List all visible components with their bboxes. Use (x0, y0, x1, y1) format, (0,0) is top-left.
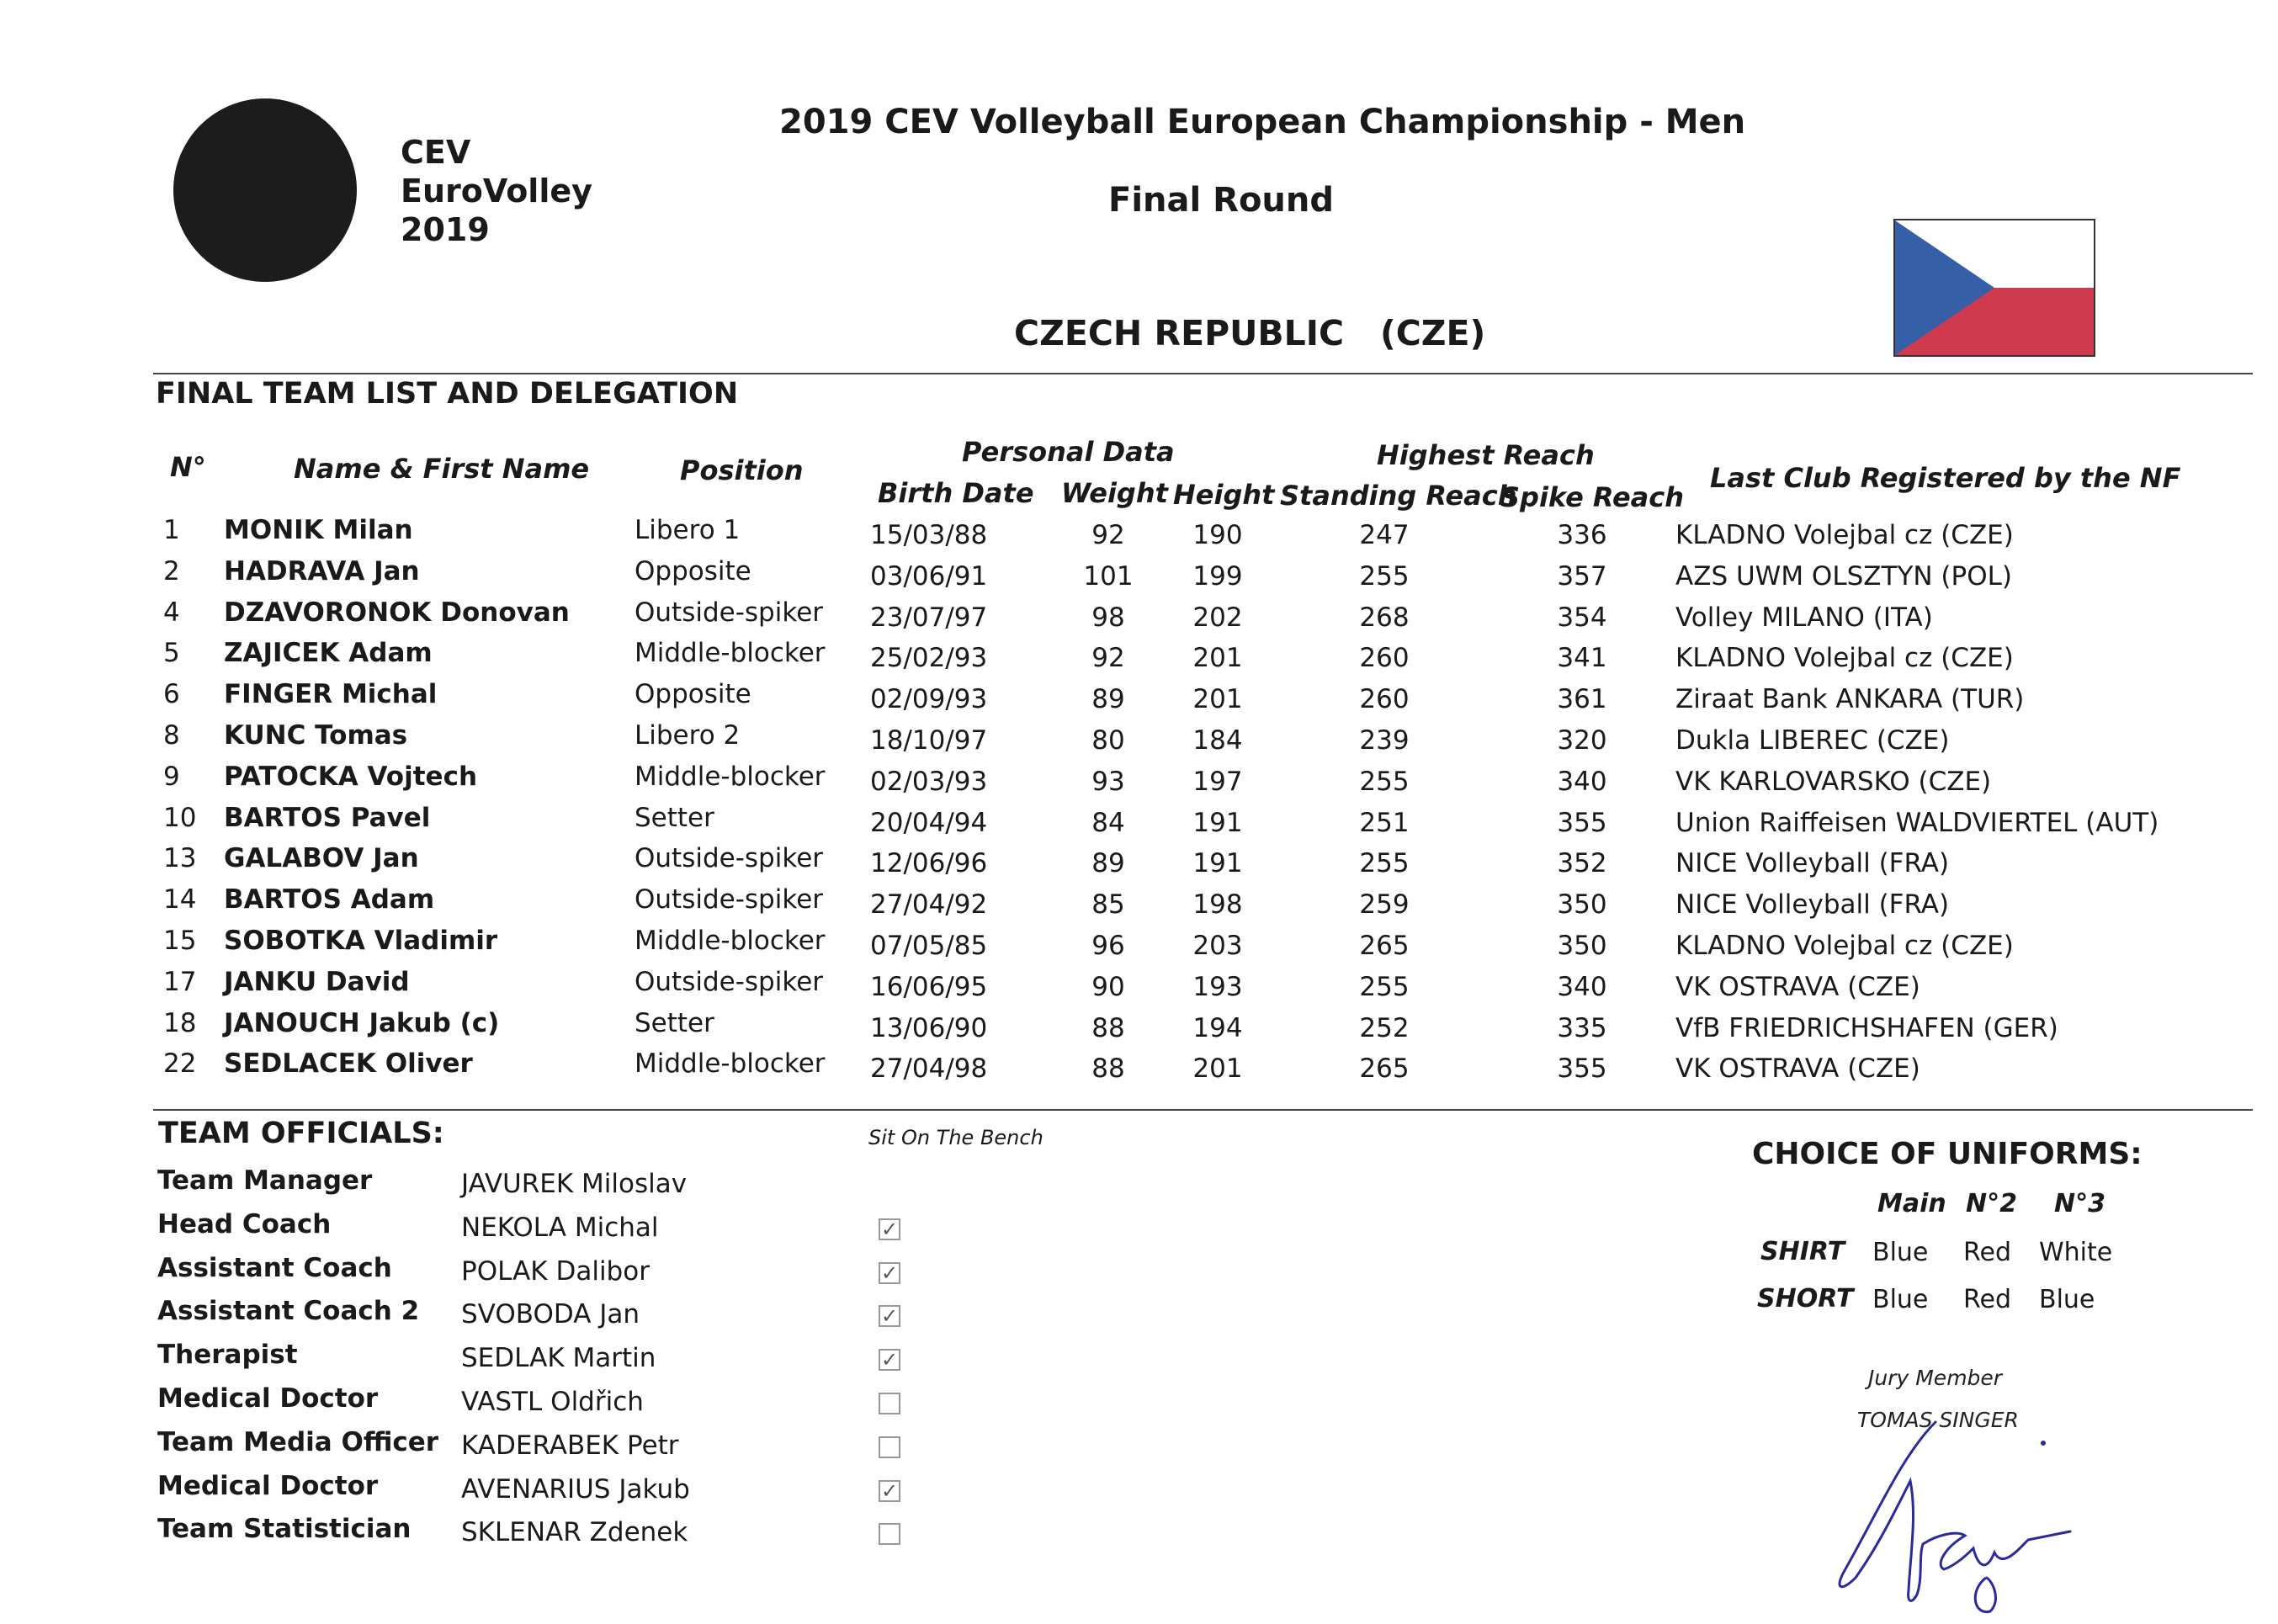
player-position: Libero 1 (635, 515, 741, 545)
official-name: SEDLAK Martin (461, 1343, 656, 1374)
player-birth-date: 12/06/96 (870, 848, 988, 879)
player-club: KLADNO Volejbal cz (CZE) (1675, 931, 2014, 961)
uniform-shirt-3: White (2039, 1238, 2113, 1267)
bench-checkbox[interactable] (879, 1523, 900, 1545)
col-header-no: N° (170, 451, 206, 483)
player-birth-date: 07/05/85 (870, 931, 988, 961)
uniform-shirt-main: Blue (1872, 1238, 1929, 1267)
uniform-short-2: Red (1963, 1285, 2011, 1314)
table-divider (153, 1109, 2253, 1111)
player-club: Dukla LIBEREC (CZE) (1675, 725, 1950, 756)
player-weight: 101 (1083, 560, 1134, 592)
player-name: BARTOS Pavel (224, 802, 431, 833)
official-role: Team Media Officer (157, 1426, 439, 1457)
player-height: 194 (1192, 1012, 1243, 1043)
player-weight: 85 (1091, 889, 1125, 921)
player-birth-date: 02/09/93 (870, 684, 988, 715)
player-name: MONIK Milan (224, 515, 413, 545)
player-number: 2 (163, 555, 180, 586)
player-spike-reach: 335 (1557, 1012, 1607, 1043)
player-name: GALABOV Jan (224, 843, 419, 874)
player-birth-date: 27/04/98 (870, 1053, 988, 1085)
player-height: 203 (1192, 931, 1243, 961)
player-standing-reach: 260 (1359, 684, 1410, 715)
player-spike-reach: 357 (1557, 560, 1607, 592)
player-position: Outside-spiker (635, 597, 824, 628)
official-role: Medical Doctor (157, 1470, 379, 1501)
player-number: 14 (163, 884, 197, 915)
player-birth-date: 25/02/93 (870, 643, 988, 674)
logo-line-1: CEV (401, 134, 471, 171)
player-weight: 80 (1091, 725, 1125, 756)
player-standing-reach: 265 (1359, 1053, 1410, 1085)
player-spike-reach: 361 (1557, 684, 1607, 715)
official-name: SVOBODA Jan (461, 1299, 640, 1330)
uniform-short-label: SHORT (1757, 1284, 1854, 1314)
player-number: 5 (163, 638, 180, 669)
player-club: VK KARLOVARSKO (CZE) (1675, 766, 1992, 797)
player-position: Middle-blocker (635, 926, 826, 956)
player-weight: 92 (1091, 520, 1125, 550)
col-header-standing-reach: Standing Reach (1280, 480, 1517, 512)
player-weight: 92 (1091, 643, 1125, 674)
player-number: 18 (163, 1007, 197, 1038)
official-name: JAVUREK Miloslav (461, 1169, 688, 1199)
document-title: 2019 CEV Volleyball European Championship - Men (779, 103, 1746, 141)
player-spike-reach: 350 (1557, 889, 1607, 921)
col-header-height: Height (1173, 479, 1275, 511)
official-name: VASTL Oldřich (461, 1387, 644, 1417)
uniform-shirt-label: SHIRT (1760, 1237, 1845, 1266)
bench-checkbox[interactable] (879, 1393, 900, 1414)
bench-checkbox[interactable]: ✓ (879, 1218, 900, 1240)
player-height: 197 (1192, 766, 1243, 797)
player-weight: 96 (1091, 931, 1125, 961)
player-number: 10 (163, 802, 197, 833)
player-number: 1 (163, 515, 180, 545)
player-position: Opposite (635, 555, 751, 586)
uniform-col-main: Main (1877, 1189, 1946, 1218)
player-position: Outside-spiker (635, 966, 824, 997)
player-position: Middle-blocker (635, 761, 826, 792)
player-standing-reach: 239 (1359, 725, 1410, 756)
player-standing-reach: 265 (1359, 931, 1410, 961)
player-name: SOBOTKA Vladimir (224, 926, 498, 956)
player-number: 9 (163, 761, 180, 792)
bench-label: Sit On The Bench (868, 1126, 1043, 1149)
player-position: Setter (635, 802, 714, 833)
player-number: 15 (163, 926, 197, 956)
logo-line-2: EuroVolley (401, 172, 592, 210)
player-club: NICE Volleyball (FRA) (1675, 848, 1950, 879)
player-weight: 89 (1091, 848, 1125, 879)
player-name: JANKU David (224, 966, 410, 997)
player-height: 201 (1192, 1053, 1243, 1085)
player-position: Outside-spiker (635, 843, 824, 874)
player-spike-reach: 355 (1557, 807, 1607, 838)
player-birth-date: 27/04/92 (870, 889, 988, 921)
bench-checkbox[interactable]: ✓ (879, 1305, 900, 1327)
player-spike-reach: 354 (1557, 602, 1607, 633)
player-name: HADRAVA Jan (224, 555, 420, 586)
official-name: AVENARIUS Jakub (461, 1473, 690, 1505)
player-standing-reach: 255 (1359, 848, 1410, 879)
player-number: 8 (163, 720, 180, 751)
player-position: Opposite (635, 679, 751, 710)
official-role: Assistant Coach 2 (157, 1296, 420, 1327)
player-birth-date: 15/03/88 (870, 520, 988, 550)
player-birth-date: 18/10/97 (870, 725, 988, 756)
player-height: 191 (1192, 848, 1243, 879)
player-birth-date: 13/06/90 (870, 1012, 988, 1043)
player-standing-reach: 260 (1359, 643, 1410, 674)
player-height: 198 (1192, 889, 1243, 921)
official-role: Team Statistician (157, 1514, 412, 1545)
player-standing-reach: 259 (1359, 889, 1410, 921)
official-role: Team Manager (157, 1165, 373, 1196)
col-header-personal-data: Personal Data (962, 436, 1175, 468)
col-header-highest-reach: Highest Reach (1377, 439, 1595, 471)
player-name: BARTOS Adam (224, 884, 435, 915)
official-name: NEKOLA Michal (461, 1212, 659, 1243)
player-height: 190 (1192, 520, 1243, 550)
player-name: JANOUCH Jakub (c) (224, 1007, 500, 1038)
jury-signature-icon (1818, 1388, 2087, 1624)
player-name: FINGER Michal (224, 679, 438, 710)
player-number: 17 (163, 966, 197, 997)
official-name: SKLENAR Zdenek (461, 1517, 688, 1548)
player-weight: 98 (1091, 602, 1125, 633)
player-weight: 88 (1091, 1053, 1125, 1085)
document-subtitle: Final Round (1108, 181, 1335, 220)
player-club: Union Raiffeisen WALDVIERTEL (AUT) (1675, 807, 2159, 838)
player-spike-reach: 350 (1557, 931, 1607, 961)
player-spike-reach: 355 (1557, 1053, 1607, 1085)
player-birth-date: 20/04/94 (870, 807, 988, 838)
player-position: Libero 2 (635, 720, 741, 751)
player-spike-reach: 320 (1557, 725, 1607, 756)
player-number: 6 (163, 679, 180, 710)
col-header-weight: Weight (1061, 477, 1168, 509)
player-weight: 90 (1091, 971, 1125, 1002)
player-club: VK OSTRAVA (CZE) (1675, 971, 1920, 1002)
official-name: POLAK Dalibor (461, 1255, 650, 1287)
player-club: Ziraat Bank ANKARA (TUR) (1675, 684, 2025, 715)
player-position: Middle-blocker (635, 638, 826, 669)
official-role: Head Coach (157, 1208, 332, 1239)
official-role: Assistant Coach (157, 1252, 392, 1283)
player-height: 201 (1192, 643, 1243, 674)
bench-checkbox[interactable]: ✓ (879, 1349, 900, 1371)
section-title: FINAL TEAM LIST AND DELEGATION (156, 377, 739, 411)
player-height: 191 (1192, 807, 1243, 838)
player-position: Outside-spiker (635, 884, 824, 915)
official-name: KADERABEK Petr (461, 1430, 679, 1461)
player-standing-reach: 252 (1359, 1012, 1410, 1043)
player-standing-reach: 255 (1359, 971, 1410, 1002)
player-name: PATOCKA Vojtech (224, 761, 478, 792)
official-role: Medical Doctor (157, 1383, 379, 1414)
team-name: CZECH REPUBLIC (CZE) (1014, 313, 1486, 353)
player-number: 13 (163, 843, 197, 874)
player-number: 22 (163, 1048, 197, 1080)
player-height: 202 (1192, 602, 1243, 633)
event-logo-text (401, 133, 592, 249)
player-name: DZAVORONOK Donovan (224, 597, 570, 628)
player-spike-reach: 341 (1557, 643, 1607, 674)
logo-mark (173, 98, 357, 282)
player-standing-reach: 247 (1359, 520, 1410, 550)
col-header-position: Position (680, 454, 804, 486)
bench-checkbox[interactable]: ✓ (879, 1262, 900, 1284)
player-spike-reach: 352 (1557, 848, 1607, 879)
player-birth-date: 02/03/93 (870, 766, 988, 797)
player-weight: 93 (1091, 766, 1125, 797)
player-birth-date: 16/06/95 (870, 971, 988, 1002)
player-height: 184 (1192, 725, 1243, 756)
col-header-birth-date: Birth Date (878, 477, 1034, 509)
bench-checkbox[interactable] (879, 1436, 900, 1458)
official-role: Therapist (157, 1340, 298, 1371)
player-name: SEDLACEK Oliver (224, 1048, 473, 1080)
player-club: KLADNO Volejbal cz (CZE) (1675, 643, 2014, 674)
uniform-short-main: Blue (1872, 1285, 1929, 1314)
player-spike-reach: 340 (1557, 971, 1607, 1002)
logo-line-3: 2019 (401, 211, 490, 248)
player-club: Volley MILANO (ITA) (1675, 602, 1933, 633)
uniform-col-2: N°2 (1966, 1189, 2017, 1218)
jury-member-name: TOMAS SINGER (1857, 1408, 2019, 1432)
col-header-name: Name & First Name (294, 453, 590, 485)
player-club: VfB FRIEDRICHSHAFEN (GER) (1675, 1012, 2058, 1043)
player-weight: 88 (1091, 1012, 1125, 1043)
officials-title: TEAM OFFICIALS: (158, 1117, 444, 1150)
player-position: Setter (635, 1007, 714, 1038)
player-height: 199 (1192, 560, 1243, 592)
player-name: KUNC Tomas (224, 720, 408, 751)
player-weight: 84 (1091, 807, 1125, 838)
player-weight: 89 (1091, 684, 1125, 715)
player-birth-date: 03/06/91 (870, 560, 988, 592)
uniform-shirt-2: Red (1963, 1238, 2011, 1267)
player-position: Middle-blocker (635, 1048, 826, 1080)
jury-member-label: Jury Member (1868, 1366, 2003, 1390)
col-header-club: Last Club Registered by the NF (1710, 462, 2181, 494)
col-header-spike-reach: Spike Reach (1500, 481, 1684, 513)
header-divider (153, 373, 2253, 374)
uniforms-title: CHOICE OF UNIFORMS: (1752, 1137, 2143, 1171)
player-birth-date: 23/07/97 (870, 602, 988, 633)
uniform-short-3: Blue (2039, 1285, 2095, 1314)
player-spike-reach: 336 (1557, 520, 1607, 550)
player-club: VK OSTRAVA (CZE) (1675, 1053, 1920, 1085)
player-standing-reach: 255 (1359, 766, 1410, 797)
uniform-col-3: N°3 (2054, 1189, 2105, 1218)
player-name: ZAJICEK Adam (224, 638, 433, 669)
player-club: AZS UWM OLSZTYN (POL) (1675, 560, 2012, 592)
player-standing-reach: 268 (1359, 602, 1410, 633)
player-standing-reach: 251 (1359, 807, 1410, 838)
player-standing-reach: 255 (1359, 560, 1410, 592)
player-club: KLADNO Volejbal cz (CZE) (1675, 520, 2014, 550)
player-spike-reach: 340 (1557, 766, 1607, 797)
player-number: 4 (163, 597, 180, 628)
player-club: NICE Volleyball (FRA) (1675, 889, 1950, 921)
player-height: 201 (1192, 684, 1243, 715)
bench-checkbox[interactable]: ✓ (879, 1480, 900, 1502)
czech-flag-icon (1893, 219, 2095, 357)
player-height: 193 (1192, 971, 1243, 1002)
